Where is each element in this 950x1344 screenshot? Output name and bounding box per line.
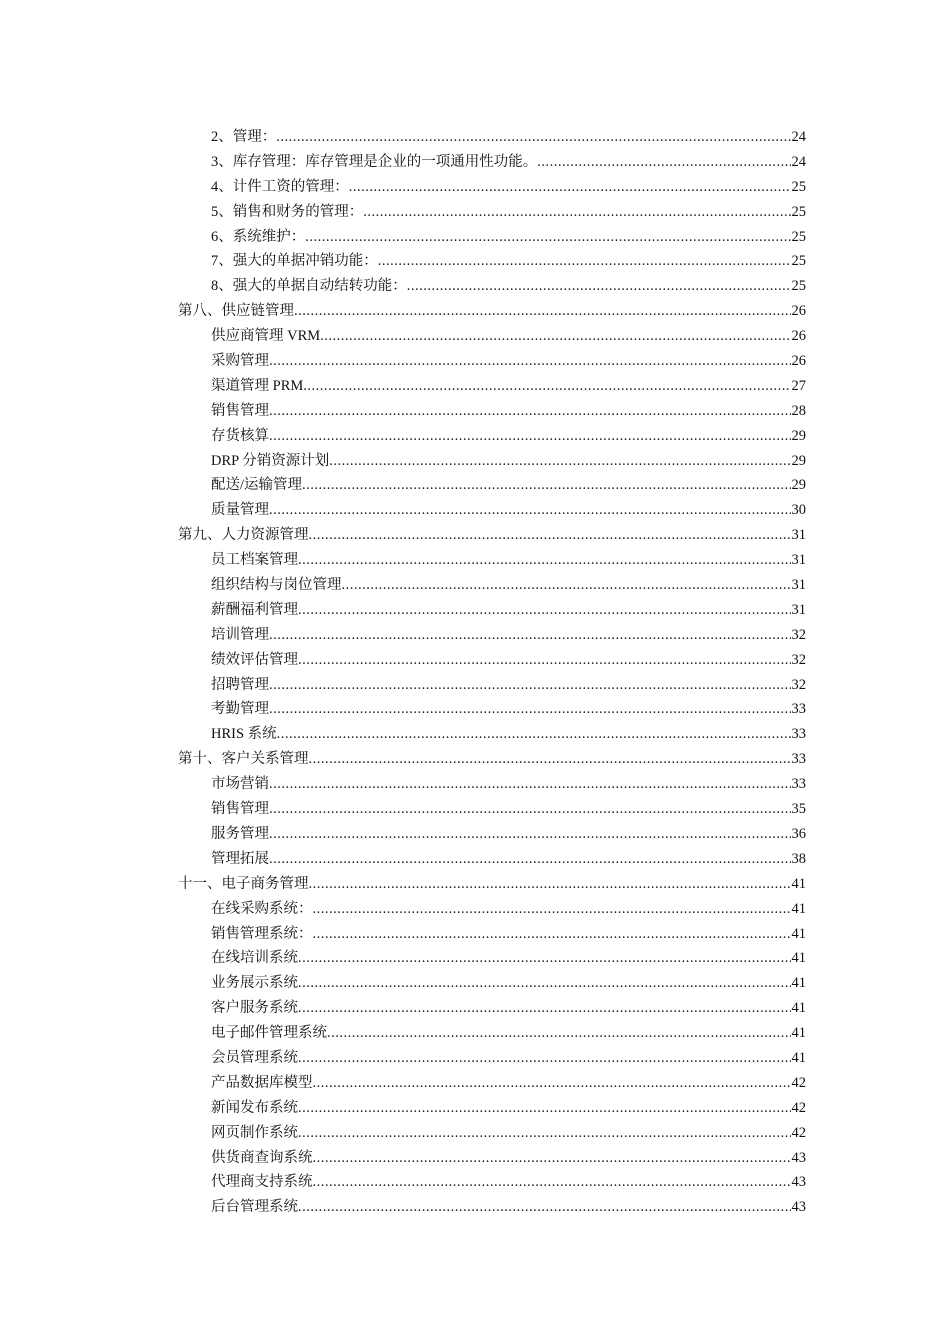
toc-entry[interactable] xyxy=(178,424,806,449)
toc-entry-title: 后台管理系统 xyxy=(211,1199,298,1216)
toc-entry-title: 业务展示系统 xyxy=(211,975,298,992)
toc-entry-page-number: 43 xyxy=(791,1149,806,1166)
toc-entry-page-number: 38 xyxy=(791,850,806,867)
toc-entry-page-number: 42 xyxy=(791,1124,806,1141)
toc-dot-leader xyxy=(298,1195,791,1220)
toc-entry-title: 培训管理 xyxy=(211,626,269,643)
toc-entry-page-number: 33 xyxy=(791,726,806,743)
toc-dot-leader xyxy=(269,623,791,648)
toc-entry-page-number: 31 xyxy=(791,552,806,569)
toc-entry-page-number: 24 xyxy=(791,129,806,145)
toc-entry-title: 4、计件工资的管理： xyxy=(211,178,349,195)
toc-dot-leader xyxy=(269,697,791,722)
toc-entry-title: 第八、供应链管理 xyxy=(178,303,294,320)
toc-entry-title: 产品数据库模型 xyxy=(211,1074,313,1091)
toc-entry-title: 考勤管理 xyxy=(211,701,269,718)
toc-entry[interactable] xyxy=(178,922,806,947)
toc-entry-page-number: 33 xyxy=(791,751,806,768)
toc-entry[interactable] xyxy=(178,523,806,548)
toc-entry-title: 渠道管理 PRM xyxy=(211,377,304,394)
toc-entry-title: HRIS 系统 xyxy=(211,726,277,743)
toc-entry-title: 管理拓展 xyxy=(211,850,269,867)
toc-dot-leader xyxy=(378,249,791,274)
toc-entry-title: 3、库存管理：库存管理是企业的一项通用性功能。 xyxy=(211,153,538,170)
toc-entry[interactable] xyxy=(178,772,806,797)
toc-entry-title: 十一、电子商务管理 xyxy=(178,875,309,892)
toc-dot-leader xyxy=(313,922,791,947)
toc-entry[interactable] xyxy=(178,1021,806,1046)
toc-entry[interactable] xyxy=(178,1146,806,1171)
toc-dot-leader xyxy=(309,523,791,548)
toc-dot-leader xyxy=(309,872,791,897)
toc-dot-leader xyxy=(294,299,791,324)
toc-entry-title: 员工档案管理 xyxy=(211,552,298,569)
toc-entry[interactable] xyxy=(178,249,806,274)
toc-entry-title: 薪酬福利管理 xyxy=(211,601,298,618)
toc-entry[interactable] xyxy=(178,872,806,897)
toc-dot-leader xyxy=(269,822,791,847)
toc-entry-title: 在线培训系统 xyxy=(211,950,298,967)
toc-entry-title: 销售管理 xyxy=(211,402,269,419)
toc-entry[interactable] xyxy=(178,498,806,523)
toc-entry-title: 配送/运输管理 xyxy=(211,477,303,494)
toc-entry-title: 2、管理： xyxy=(211,129,277,145)
toc-entry-page-number: 41 xyxy=(791,900,806,917)
toc-entry[interactable] xyxy=(178,1121,806,1146)
toc-entry[interactable] xyxy=(178,299,806,324)
toc-dot-leader xyxy=(305,225,790,250)
toc-dot-leader xyxy=(298,548,791,573)
toc-entry-page-number: 41 xyxy=(791,950,806,967)
toc-entry-page-number: 27 xyxy=(791,377,806,394)
toc-entry-page-number: 41 xyxy=(791,1049,806,1066)
toc-entry-page-number: 33 xyxy=(791,776,806,793)
toc-entry[interactable] xyxy=(178,722,806,747)
toc-entry-title: 客户服务系统 xyxy=(211,1000,298,1017)
toc-dot-leader xyxy=(269,399,791,424)
toc-dot-leader xyxy=(313,1146,791,1171)
toc-dot-leader xyxy=(276,125,790,150)
toc-dot-leader xyxy=(298,946,791,971)
toc-dot-leader xyxy=(313,897,791,922)
toc-dot-leader xyxy=(298,1046,791,1071)
toc-dot-leader xyxy=(298,1096,791,1121)
toc-entry-page-number: 29 xyxy=(791,477,806,494)
toc-entry[interactable] xyxy=(178,548,806,573)
toc-dot-leader xyxy=(342,573,791,598)
toc-entry-page-number: 32 xyxy=(791,626,806,643)
toc-entry[interactable] xyxy=(178,996,806,1021)
toc-entry[interactable] xyxy=(178,897,806,922)
toc-entry-page-number: 25 xyxy=(791,278,806,295)
table-of-contents xyxy=(178,125,806,1220)
toc-entry[interactable] xyxy=(178,822,806,847)
toc-entry[interactable] xyxy=(178,225,806,250)
toc-entry-page-number: 31 xyxy=(791,527,806,544)
toc-entry-title: 组织结构与岗位管理 xyxy=(211,577,342,594)
toc-entry[interactable] xyxy=(178,1071,806,1096)
toc-entry-page-number: 35 xyxy=(791,801,806,818)
toc-dot-leader xyxy=(269,772,791,797)
toc-dot-leader xyxy=(303,374,790,399)
toc-entry[interactable] xyxy=(178,847,806,872)
toc-dot-leader xyxy=(269,498,791,523)
toc-entry[interactable] xyxy=(178,797,806,822)
toc-entry-page-number: 41 xyxy=(791,1025,806,1042)
toc-dot-leader xyxy=(298,971,791,996)
toc-dot-leader xyxy=(269,673,791,698)
toc-entry-page-number: 24 xyxy=(791,153,806,170)
toc-entry-page-number: 25 xyxy=(791,228,806,245)
toc-dot-leader xyxy=(298,996,791,1021)
toc-dot-leader xyxy=(327,1021,791,1046)
toc-entry[interactable] xyxy=(178,1046,806,1071)
toc-entry-title: 6、系统维护： xyxy=(211,228,306,245)
toc-entry-title: 质量管理 xyxy=(211,502,269,519)
toc-entry-page-number: 31 xyxy=(791,577,806,594)
toc-entry-page-number: 29 xyxy=(791,427,806,444)
toc-entry-title: 服务管理 xyxy=(211,825,269,842)
toc-entry-page-number: 31 xyxy=(791,601,806,618)
toc-entry[interactable] xyxy=(178,274,806,299)
toc-dot-leader xyxy=(298,1121,791,1146)
toc-entry-page-number: 41 xyxy=(791,875,806,892)
toc-entry-title: 新闻发布系统 xyxy=(211,1099,298,1116)
toc-entry-title: 第十、客户关系管理 xyxy=(178,751,309,768)
toc-entry-page-number: 29 xyxy=(791,452,806,469)
toc-entry[interactable] xyxy=(178,175,806,200)
toc-dot-leader xyxy=(298,598,791,623)
toc-entry-page-number: 32 xyxy=(791,676,806,693)
toc-entry-page-number: 30 xyxy=(791,502,806,519)
toc-entry-title: 招聘管理 xyxy=(211,676,269,693)
toc-entry-title: 销售管理 xyxy=(211,801,269,818)
toc-dot-leader xyxy=(363,200,790,225)
toc-entry-title: 供应商管理 VRM xyxy=(211,328,321,345)
toc-entry-page-number: 41 xyxy=(791,925,806,942)
toc-dot-leader xyxy=(349,175,791,200)
toc-entry[interactable] xyxy=(178,971,806,996)
toc-entry-page-number: 43 xyxy=(791,1199,806,1216)
toc-entry[interactable] xyxy=(178,1170,806,1195)
toc-dot-leader xyxy=(309,747,791,772)
toc-entry-page-number: 26 xyxy=(791,328,806,345)
toc-dot-leader xyxy=(537,150,790,175)
toc-entry[interactable] xyxy=(178,598,806,623)
toc-entry[interactable] xyxy=(178,747,806,772)
toc-entry[interactable] xyxy=(178,125,806,150)
toc-entry[interactable] xyxy=(178,697,806,722)
toc-entry-page-number: 26 xyxy=(791,353,806,370)
toc-entry[interactable] xyxy=(178,946,806,971)
toc-entry[interactable] xyxy=(178,623,806,648)
toc-dot-leader xyxy=(269,424,791,449)
toc-entry-page-number: 25 xyxy=(791,203,806,220)
toc-dot-leader xyxy=(313,1071,791,1096)
toc-entry-title: 绩效评估管理 xyxy=(211,651,298,668)
toc-entry-title: 7、强大的单据冲销功能： xyxy=(211,253,378,270)
toc-entry-page-number: 32 xyxy=(791,651,806,668)
toc-entry[interactable] xyxy=(178,150,806,175)
toc-entry-page-number: 26 xyxy=(791,303,806,320)
toc-entry[interactable] xyxy=(178,200,806,225)
toc-entry-title: 销售管理系统： xyxy=(211,925,313,942)
toc-entry[interactable] xyxy=(178,473,806,498)
toc-entry-title: 代理商支持系统 xyxy=(211,1174,313,1191)
toc-entry[interactable] xyxy=(178,449,806,474)
toc-dot-leader xyxy=(298,648,791,673)
toc-entry-title: 存货核算 xyxy=(211,427,269,444)
toc-entry[interactable] xyxy=(178,1195,806,1220)
toc-dot-leader xyxy=(313,1170,791,1195)
toc-entry-title: 电子邮件管理系统 xyxy=(211,1025,327,1042)
toc-entry-title: 会员管理系统 xyxy=(211,1049,298,1066)
toc-entry-title: DRP 分销资源计划 xyxy=(211,452,330,469)
toc-dot-leader xyxy=(269,797,791,822)
toc-entry-title: 8、强大的单据自动结转功能： xyxy=(211,278,407,295)
toc-dot-leader xyxy=(302,473,790,498)
toc-entry[interactable] xyxy=(178,399,806,424)
toc-dot-leader xyxy=(277,722,791,747)
toc-dot-leader xyxy=(329,449,790,474)
toc-entry[interactable] xyxy=(178,573,806,598)
toc-entry-title: 第九、人力资源管理 xyxy=(178,527,309,544)
toc-entry-page-number: 43 xyxy=(791,1174,806,1191)
toc-entry-page-number: 36 xyxy=(791,825,806,842)
toc-entry-page-number: 25 xyxy=(791,253,806,270)
toc-entry[interactable] xyxy=(178,648,806,673)
toc-entry[interactable] xyxy=(178,349,806,374)
toc-entry-title: 网页制作系统 xyxy=(211,1124,298,1141)
toc-dot-leader xyxy=(320,324,790,349)
toc-entry[interactable] xyxy=(178,324,806,349)
toc-dot-leader xyxy=(407,274,791,299)
toc-dot-leader xyxy=(269,349,791,374)
toc-entry-page-number: 25 xyxy=(791,178,806,195)
toc-entry-title: 在线采购系统： xyxy=(211,900,313,917)
toc-entry-page-number: 42 xyxy=(791,1099,806,1116)
toc-entry[interactable] xyxy=(178,1096,806,1121)
toc-entry-title: 市场营销 xyxy=(211,776,269,793)
toc-entry-page-number: 41 xyxy=(791,1000,806,1017)
toc-entry[interactable] xyxy=(178,673,806,698)
toc-entry-page-number: 41 xyxy=(791,975,806,992)
toc-entry-title: 5、销售和财务的管理： xyxy=(211,203,364,220)
toc-entry-page-number: 28 xyxy=(791,402,806,419)
toc-entry-title: 采购管理 xyxy=(211,353,269,370)
toc-entry-page-number: 42 xyxy=(791,1074,806,1091)
toc-entry-title: 供货商查询系统 xyxy=(211,1149,313,1166)
toc-entry-page-number: 33 xyxy=(791,701,806,718)
toc-dot-leader xyxy=(269,847,791,872)
toc-entry[interactable] xyxy=(178,374,806,399)
